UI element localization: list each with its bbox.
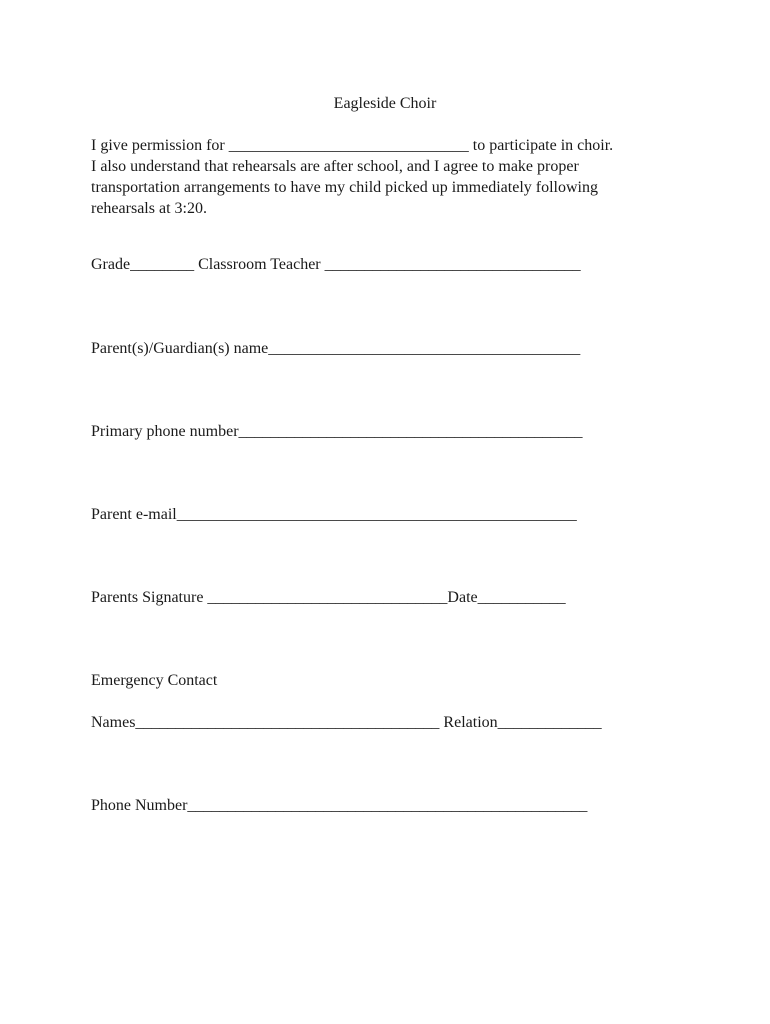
emergency-names-relation-field[interactable]: Names______________________________________ Relation_____________ xyxy=(91,714,602,731)
permission-line-4: rehearsals at 3:20. xyxy=(91,200,207,217)
guardian-name-field[interactable]: Parent(s)/Guardian(s) name_______________________________________ xyxy=(91,340,581,357)
parent-email-field[interactable]: Parent e-mail__________________________________________________ xyxy=(91,506,577,523)
grade-teacher-field[interactable]: Grade________ Classroom Teacher ________________________________ xyxy=(91,256,581,273)
signature-date-field[interactable]: Parents Signature ______________________________Date___________ xyxy=(91,589,566,606)
emergency-phone-field[interactable]: Phone Number__________________________________________________ xyxy=(91,797,588,814)
emergency-contact-heading: Emergency Contact xyxy=(91,672,218,689)
primary-phone-field[interactable]: Primary phone number___________________________________________ xyxy=(91,423,583,440)
form-title: Eagleside Choir xyxy=(333,95,437,112)
permission-line-2: I also understand that rehearsals are after school, and I agree to make proper xyxy=(91,158,579,175)
permission-line-3: transportation arrangements to have my child picked up immediately following xyxy=(91,179,598,196)
permission-line-1: I give permission for ______________________________ to participate in choir. xyxy=(91,137,614,154)
